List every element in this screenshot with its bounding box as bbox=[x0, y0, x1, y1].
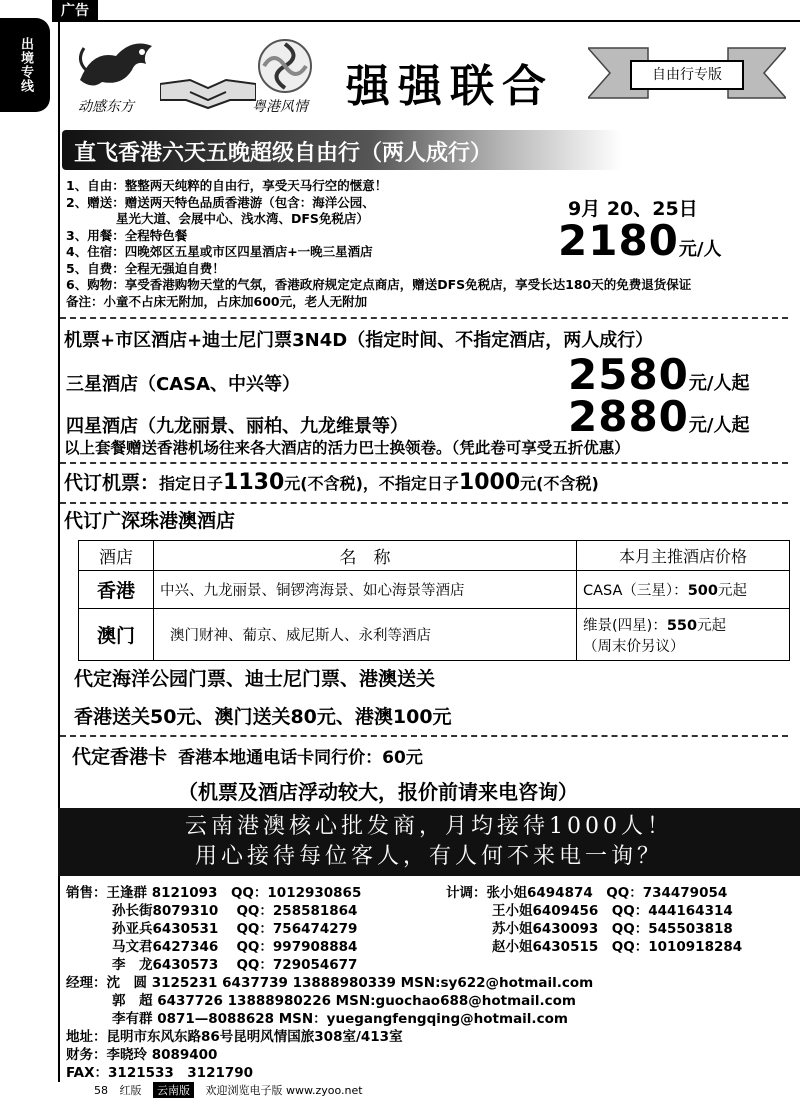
contact-line: 沈 圆 3125231 6437739 13888980339 MSN:sy622@hotmail.com bbox=[106, 975, 594, 991]
section1-price: 2180 bbox=[558, 216, 679, 265]
hotel-heading: 代订广深珠港澳酒店 bbox=[64, 510, 236, 532]
page-number: 58 bbox=[94, 1084, 108, 1097]
price-prefix: 维景(四星)： bbox=[583, 617, 667, 634]
three-star-label: 三星酒店（CASA、中兴等） bbox=[66, 374, 301, 395]
hotel-table bbox=[78, 540, 790, 661]
table-cell-city: 澳门 bbox=[79, 609, 154, 661]
section1-dates: 9月 20、25日 bbox=[568, 198, 698, 220]
slogan-line-1: 云南港澳核心批发商，月均接待1000人！ bbox=[185, 814, 673, 839]
table-cell-price bbox=[577, 571, 790, 609]
logo-dongfang: 动感东方 bbox=[78, 99, 134, 115]
table-header: 名 称 bbox=[154, 541, 577, 571]
ad-tag: 广告 bbox=[52, 0, 98, 22]
divider bbox=[60, 462, 788, 464]
price-note: （周末价另议） bbox=[583, 638, 685, 655]
manager-block bbox=[66, 974, 593, 1082]
price-prefix: CASA（三星）： bbox=[583, 583, 688, 599]
handshake-icon bbox=[160, 70, 256, 110]
section1-price-unit: 元/人 bbox=[678, 239, 722, 260]
address-label: 地址： bbox=[66, 1029, 107, 1045]
section1-title: 直飞香港六天五晚超级自由行（两人成行） bbox=[74, 141, 493, 166]
region-badge: 云南版 bbox=[153, 1082, 194, 1098]
tickets-heading: 代定海洋公园门票、迪士尼门票、港澳送关 bbox=[74, 668, 436, 690]
contact-line: 苏小姐6430093 QQ：545503818 bbox=[492, 921, 733, 937]
flight-text1: 指定日子 bbox=[159, 474, 224, 493]
notice: （机票及酒店浮动较大，报价前请来电咨询） bbox=[178, 780, 578, 804]
list-item: 5、自费：全程无强迫自费！ bbox=[66, 260, 225, 276]
table-cell-names: 澳门财神、葡京、威尼斯人、永利等酒店 bbox=[154, 609, 577, 661]
list-item: 星光大道、会展中心、浅水湾、DFS免税店） bbox=[66, 211, 369, 226]
table-cell-price bbox=[577, 609, 790, 661]
contact-line: 马文君6427346 QQ：997908884 bbox=[112, 939, 358, 955]
price-suffix: 元起 bbox=[717, 583, 747, 599]
four-star-price: 2880 bbox=[568, 392, 689, 441]
slogan-line-2: 用心接待每位客人，有人何不来电一询？ bbox=[194, 844, 663, 869]
contact-line: 孙亚兵6430531 QQ：756474279 bbox=[112, 921, 358, 937]
section2-note: 以上套餐赠送香港机场往来各大酒店的活力巴士换领卷。（凭此卷可享受五折优惠） bbox=[64, 439, 630, 457]
logo-yuegang: 粤港风情 bbox=[252, 99, 308, 115]
contact-line: 张小姐6494874 QQ：734479054 bbox=[486, 885, 728, 901]
finance: 李晓玲 8089400 bbox=[106, 1047, 218, 1063]
price-suffix: 元起 bbox=[697, 617, 727, 634]
list-item: 备注：小童不占床无附加，占床加600元，老人无附加 bbox=[66, 293, 368, 309]
divider bbox=[60, 317, 788, 319]
card-text: 香港本地通电话卡同行价：60元 bbox=[178, 748, 423, 768]
table-row bbox=[79, 609, 790, 661]
site-link[interactable]: 欢迎浏览电子版 www.zyoo.net bbox=[205, 1084, 363, 1097]
flight-label: 代订机票： bbox=[64, 472, 160, 494]
table-header: 酒店 bbox=[79, 541, 154, 571]
table-header: 本月主推酒店价格 bbox=[577, 541, 790, 571]
footer bbox=[58, 1082, 800, 1100]
page-title: 强强联合 bbox=[346, 61, 554, 112]
list-item: 4、住宿：四晚郊区五星或市区四星酒店+一晚三星酒店 bbox=[66, 244, 373, 259]
section1-price-group bbox=[558, 216, 721, 265]
four-star-label: 四星酒店（九龙丽景、丽柏、九龙维景等） bbox=[66, 416, 408, 437]
table-cell-names: 中兴、九龙丽景、铜锣湾海景、如心海景等酒店 bbox=[154, 571, 577, 609]
dispatch-label: 计调： bbox=[446, 885, 487, 901]
contact-line: 王逢群 8121093 QQ：1012930865 bbox=[106, 885, 362, 901]
contact-line: 孙长街8079310 QQ：258581864 bbox=[112, 903, 358, 919]
table-row bbox=[79, 571, 790, 609]
list-item: 6、购物：享受香港购物天堂的气氛，香港政府规定定点商店，赠送DFS免税店，享受长达180天的免费退货保证 bbox=[66, 277, 692, 292]
three-star-unit: 元/人起 bbox=[688, 373, 750, 394]
flight-price1: 1130 bbox=[223, 470, 285, 495]
manager-label: 经理： bbox=[66, 975, 107, 991]
three-star-price: 2580 bbox=[568, 350, 689, 399]
card-line bbox=[72, 742, 423, 769]
price-value: 500 bbox=[687, 583, 718, 599]
lion-logo-icon bbox=[72, 30, 160, 96]
finance-label: 财务： bbox=[66, 1047, 107, 1063]
fax-label: FAX： bbox=[66, 1065, 109, 1081]
flight-text3: 元(不含税) bbox=[520, 474, 599, 493]
sales-block bbox=[66, 884, 361, 974]
contact-line: 李有群 0871—8088628 MSN：yuegangfengqing@hotmail.com bbox=[112, 1011, 568, 1027]
side-tab-label: 出境专线 bbox=[0, 18, 50, 112]
ribbon-label: 自由行专版 bbox=[630, 60, 744, 90]
divider bbox=[60, 502, 788, 504]
four-star-unit: 元/人起 bbox=[688, 415, 750, 436]
flight-line bbox=[64, 468, 599, 495]
tickets-line: 香港送关50元、澳门送关80元、港澳100元 bbox=[74, 706, 452, 728]
list-item: 2、赠送：赠送两天特色品质香港游（包含：海洋公园、 bbox=[66, 194, 375, 210]
price-value: 550 bbox=[666, 617, 698, 634]
contact-line: 王小姐6409456 QQ：444164314 bbox=[492, 903, 733, 919]
list-item: 3、用餐：全程特色餐 bbox=[66, 227, 188, 243]
card-heading: 代定香港卡 bbox=[72, 746, 168, 768]
contact-line: 郭 超 6437726 13888980226 MSN:guochao688@hotmail.com bbox=[112, 993, 577, 1009]
four-star-price-group bbox=[568, 392, 749, 441]
address: 昆明市东风东路86号昆明风情国旅308室/413室 bbox=[106, 1029, 403, 1045]
contact-line: 李 龙6430573 QQ：729054677 bbox=[112, 957, 358, 973]
edition: 红版 bbox=[119, 1084, 142, 1097]
list-item: 1、自由：整整两天纯粹的自由行，享受天马行空的惬意！ bbox=[66, 178, 388, 193]
sales-label: 销售： bbox=[66, 885, 107, 901]
slogan-banner bbox=[58, 808, 800, 876]
contact-line: 赵小姐6430515 QQ：1010918284 bbox=[492, 939, 743, 955]
flight-text2: 元(不含税)，不指定日子 bbox=[284, 474, 459, 493]
flight-price2: 1000 bbox=[458, 470, 521, 495]
dispatch-block bbox=[446, 884, 742, 956]
divider bbox=[60, 735, 788, 737]
table-cell-city: 香港 bbox=[79, 571, 154, 609]
flower-logo-icon bbox=[250, 36, 320, 96]
section2-heading: 机票+市区酒店+迪士尼门票3N4D（指定时间、不指定酒店，两人成行） bbox=[64, 330, 654, 351]
fax: 3121533 3121790 bbox=[108, 1065, 254, 1081]
